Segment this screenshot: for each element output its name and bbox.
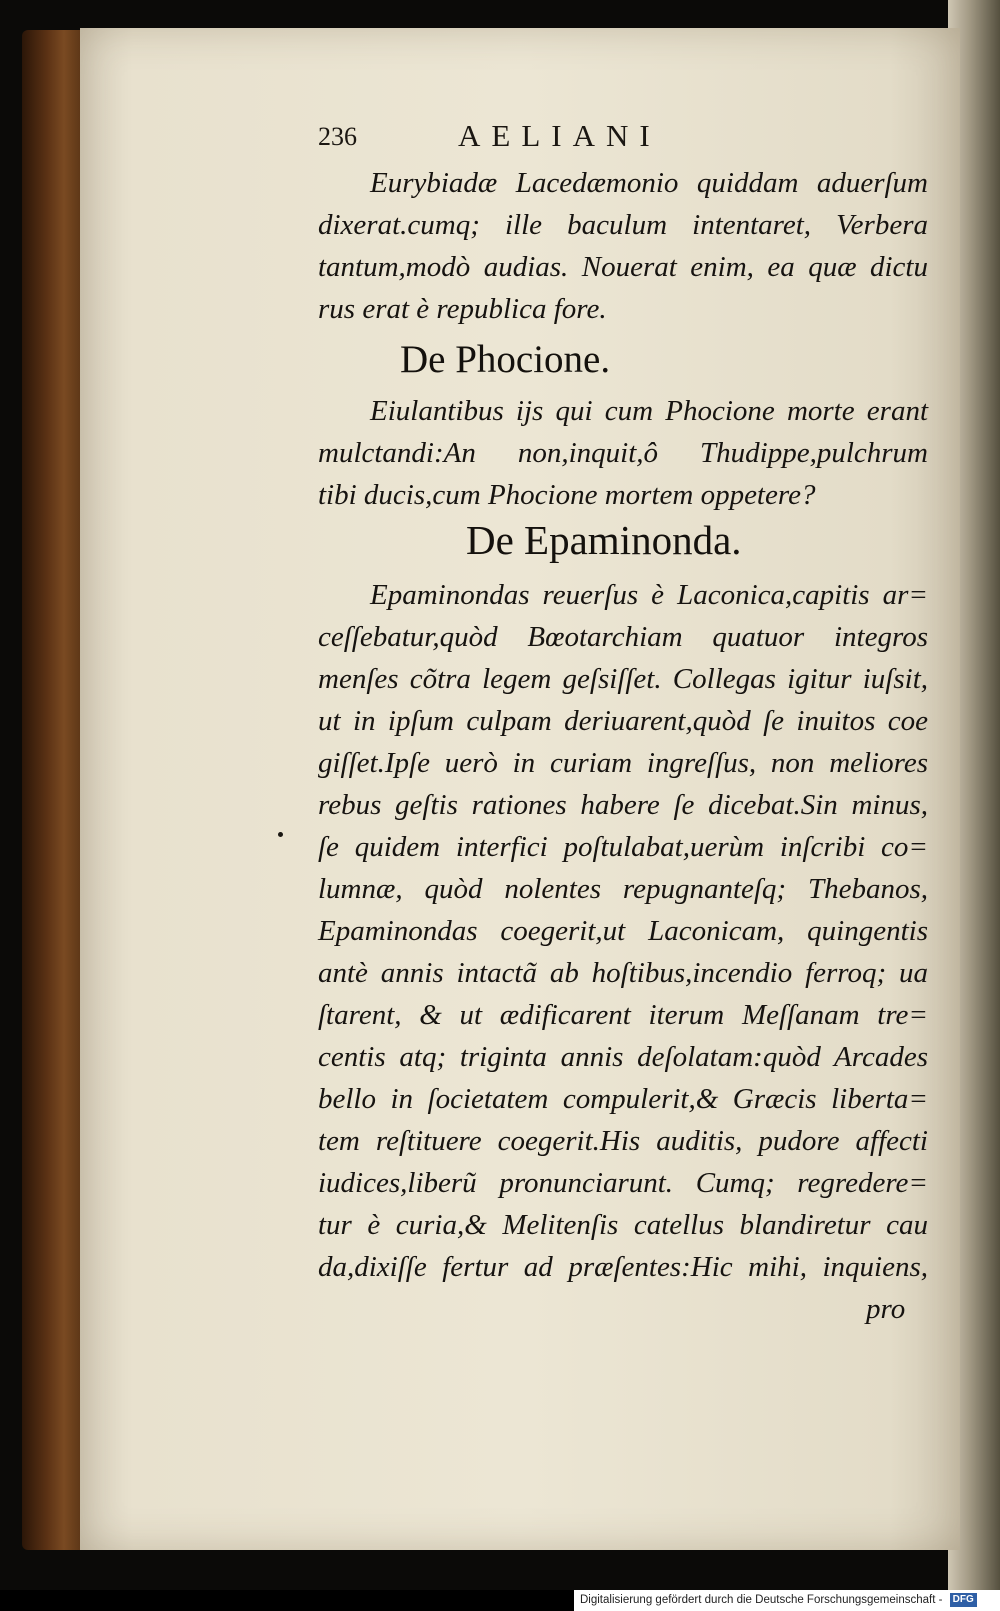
text-line: bello in ſocietatem compulerit,& Græcis liberta= (318, 1083, 928, 1115)
text-line: Epaminondas coegerit,ut Laconicam, quingentis (318, 915, 928, 947)
text-line: giſſet.Ipſe uerò in curiam ingreſſus, non meliores (318, 747, 928, 779)
text-line: tur è curia,& Melitenſis catellus blandiretur cau (318, 1209, 928, 1241)
text-line: centis atq; triginta annis deſolatam:quòd Arcades (318, 1041, 928, 1073)
text-line: tibi ducis,cum Phocione mortem oppetere? (318, 479, 816, 511)
scan-border (0, 1590, 574, 1611)
text-line: Eurybiadæ Lacedæmonio quiddam aduerſum (370, 167, 928, 199)
text-line: lumnæ, quòd nolentes repugnanteſq; Thebanos, (318, 873, 928, 905)
dfg-logo: DFG (950, 1593, 977, 1607)
ink-dot (278, 832, 283, 837)
text-line: ſtarent, & ut ædificarent iterum Meſſanam tre= (318, 999, 928, 1031)
text-line: mulctandi:An non,inquit,ô Thudippe,pulchrum (318, 437, 928, 469)
credit-text: Digitalisierung gefördert durch die Deutsche Forschungsgemeinschaft - (580, 1594, 943, 1606)
text-line: ut in ipſum culpam deriuarent,quòd ſe inuitos coe (318, 705, 928, 737)
text-line: dixerat.cumq; ille baculum intentaret, Verbera (318, 209, 928, 241)
text-line: ſe quidem interfici poſtulabat,uerùm inſcribi co= (318, 831, 928, 863)
text-line: da,dixiſſe fertur ad præſentes:Hic mihi, inquiens, (318, 1251, 928, 1283)
page-number: 236 (318, 122, 357, 151)
text-line: ceſſebatur,quòd Bœotarchiam quatuor integros (318, 621, 928, 653)
text-line: tem reſtituere coegerit.His auditis, pudore affecti (318, 1125, 928, 1157)
digitization-credit (574, 1590, 1000, 1611)
page-header (318, 118, 778, 162)
text-line: tantum,modò audias. Nouerat enim, ea quæ dictu (318, 251, 928, 283)
text-line: antè annis intactã ab hoſtibus,incendio ferroq; ua (318, 957, 928, 989)
text-line: Epaminondas reuerſus è Laconica,capitis ar= (370, 579, 928, 611)
section-heading: De Epaminonda. (466, 517, 742, 563)
text-line: menſes cõtra legem geſsiſſet. Collegas igitur iuſsit, (318, 663, 928, 695)
section-heading: De Phocione. (400, 338, 611, 381)
text-line: rebus geſtis rationes habere ſe dicebat.Sin minus, (318, 789, 928, 821)
running-head: AELIANI (458, 118, 661, 153)
catchword: pro (866, 1293, 906, 1325)
text-line: rus erat è republica fore. (318, 293, 607, 325)
text-line: iudices,liberũ pronunciarunt. Cumq; regredere= (318, 1167, 928, 1199)
text-line: Eiulantibus ijs qui cum Phocione morte erant (370, 395, 928, 427)
